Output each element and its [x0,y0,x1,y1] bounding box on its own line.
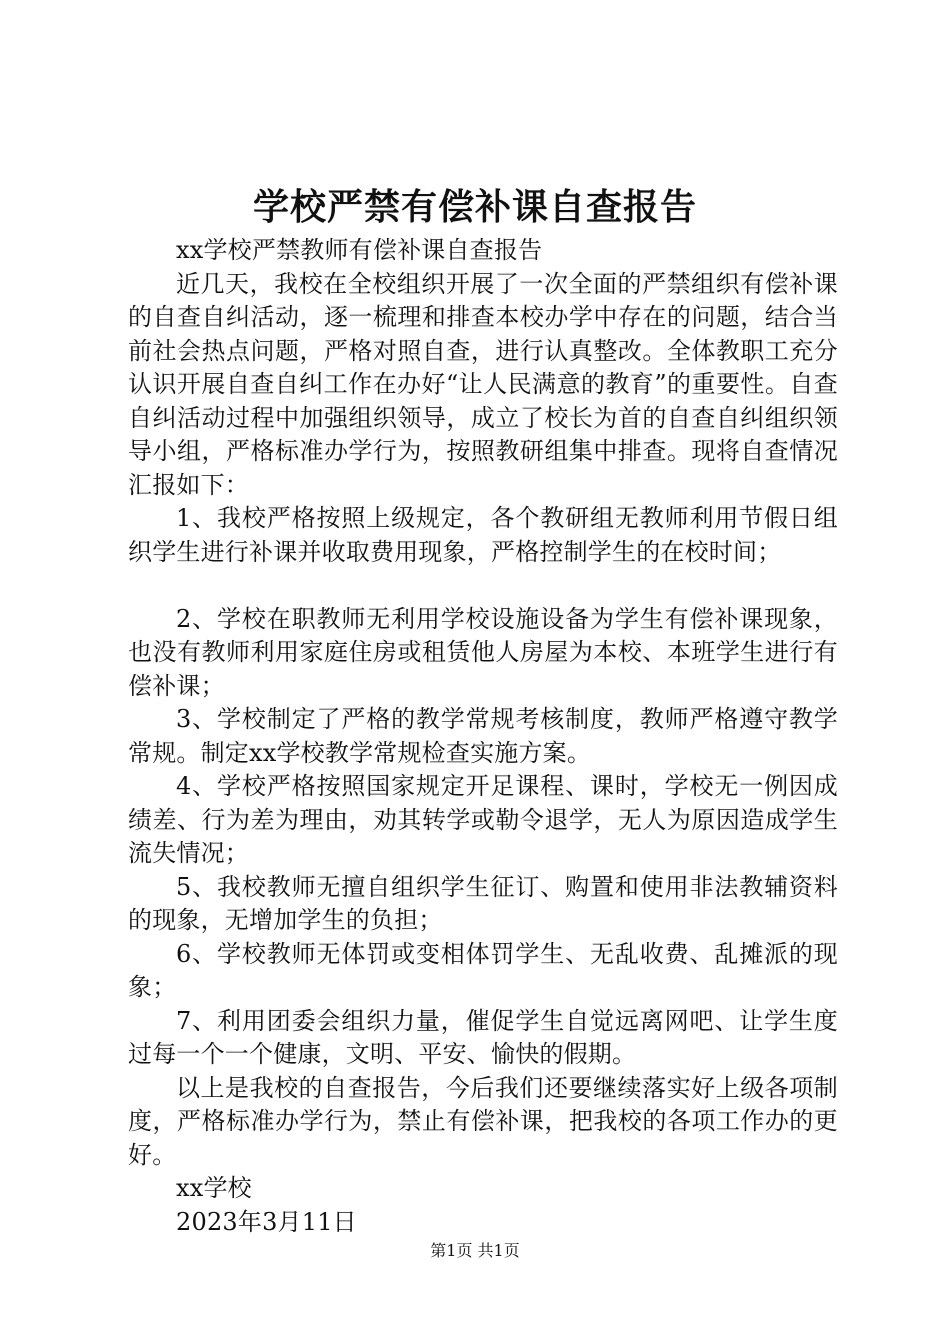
document-body [128,234,838,1239]
item-2-paragraph: 2、学校在职教师无利用学校设施设备为学生有偿补课现象，也没有教师利用家庭住房或租赁他人房屋为本校、本班学生进行有偿补课； [128,604,838,700]
item-1-paragraph: 1、我校严格按照上级规定，各个教研组无教师利用节假日组织学生进行补课并收取费用现象，严格控制学生的在校时间； [128,504,838,566]
signature-date: 2023年3月11日 [176,1207,357,1236]
item-4-paragraph: 4、学校严格按照国家规定开足课程、课时，学校无一例因成绩差、行为差为理由，劝其转学或勒令退学，无人为原因造成学生流失情况； [128,772,838,867]
subtitle-paragraph: xx学校严禁教师有偿补课自查报告 [176,236,543,264]
item-7-paragraph: 7、利用团委会组织力量，催促学生自觉远离网吧、让学生度过每一个一个健康，文明、平安、愉快的假期。 [128,1006,838,1068]
blank-line [128,569,838,603]
item-5-paragraph: 5、我校教师无擅自组织学生征订、购置和使用非法教辅资料的现象，无增加学生的负担； [128,872,838,934]
document-title: 学校严禁有偿补课自查报告 [252,187,697,228]
item-6-paragraph: 6、学校教师无体罚或变相体罚学生、无乱收费、乱摊派的现象； [128,939,838,1001]
signature-school: xx学校 [176,1174,252,1202]
page-footer: 第1页 共1页 [430,1241,520,1260]
conclusion-paragraph: 以上是我校的自查报告，今后我们还要继续落实好上级各项制度，严格标准办学行为，禁止有偿补课，把我校的各项工作办的更好。 [128,1073,838,1169]
intro-paragraph: 近几天，我校在全校组织开展了一次全面的严禁组织有偿补课的自查自纠活动，逐一梳理和排查本校办学中存在的问题，结合当前社会热点问题，严格对照自查，进行认真整改。全体教职工充分认识开展自查自纠工作在办好“让人民满意的教育”的重要性。自查自纠活动过程中加强组织领导，成立了校长为首的自查自纠组织领导小组，严格标准办学行为，按照教研组集中排查。现将自查情况汇报如下： [128,269,838,499]
item-3-paragraph: 3、学校制定了严格的教学常规考核制度，教师严格遵守教学常规。制定xx学校教学常规检查实施方案。 [128,705,838,767]
